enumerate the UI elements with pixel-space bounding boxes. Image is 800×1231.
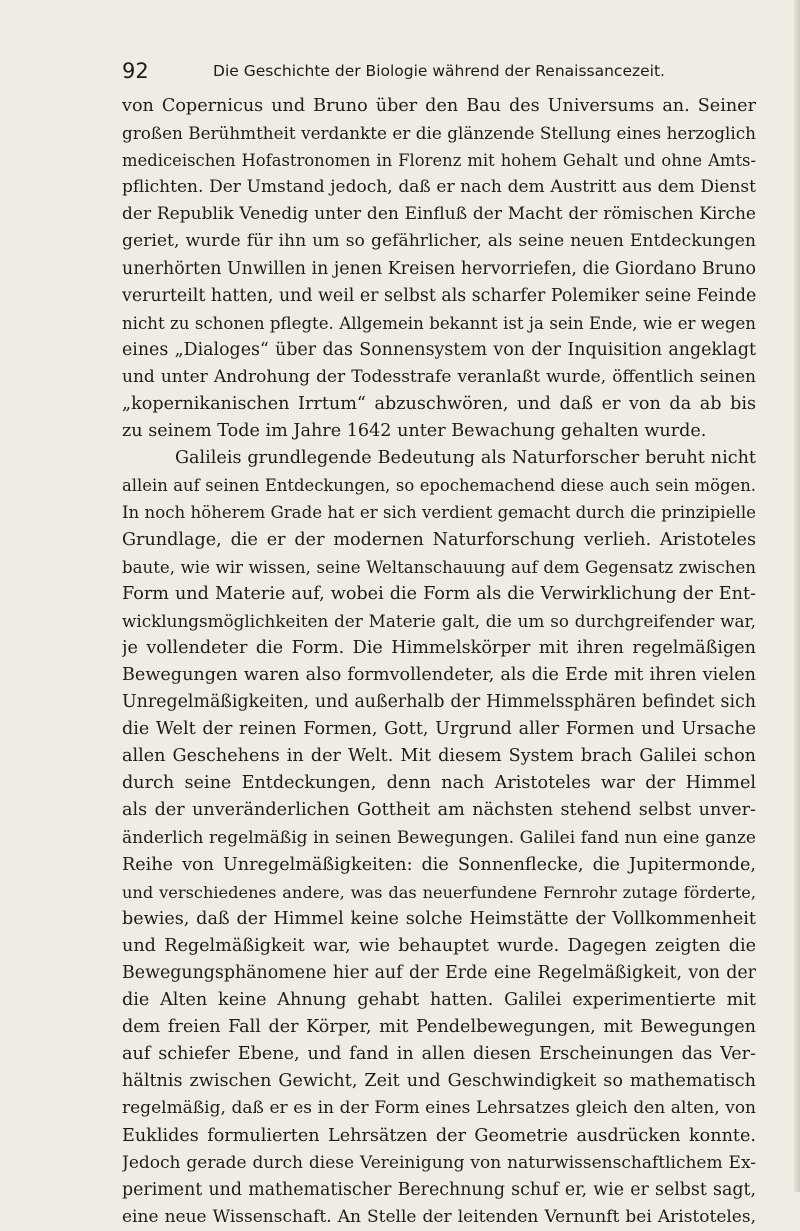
page-edge bbox=[794, 0, 800, 1192]
text-line: bewies, daß der Himmel keine solche Heimstätte der Vollkommenheit bbox=[122, 908, 756, 929]
text-line: Form und Materie auf, wobei die Form als die Verwirklichung der Ent- bbox=[122, 583, 756, 604]
text-line: die Alten keine Ahnung gehabt hatten. Galilei experimentierte mit bbox=[122, 990, 756, 1011]
text-line: der Republik Venedig unter den Einfluß der Macht der römischen Kirche bbox=[122, 204, 756, 225]
text-line: zu seinem Tode im Jahre 1642 unter Bewachung gehalten wurde. bbox=[122, 421, 707, 442]
text-line: eines „Dialoges“ über das Sonnensystem von der Inquisition angeklagt bbox=[122, 339, 756, 360]
text-line: allein auf seinen Entdeckungen, so epochemachend diese auch sein mögen. bbox=[122, 476, 756, 496]
text-line: Reihe von Unregelmäßigkeiten: die Sonnenflecke, die Jupitermonde, bbox=[122, 854, 756, 875]
text-line: allen Geschehens in der Welt. Mit diesem System brach Galilei schon bbox=[122, 746, 756, 767]
text-line: von Copernicus und Bruno über den Bau des Universums an. Seiner bbox=[122, 96, 756, 116]
running-head: Die Geschichte der Biologie während der Renaissancezeit. bbox=[213, 62, 665, 80]
text-line: Bewegungsphänomene hier auf der Erde eine Regelmäßigkeit, von der bbox=[122, 963, 756, 983]
text-line: pflichten. Der Umstand jedoch, daß er nach dem Austritt aus dem Dienst bbox=[122, 177, 756, 198]
text-line: und unter Androhung der Todesstrafe veranlaßt wurde, öffentlich seinen bbox=[122, 366, 756, 387]
body-text bbox=[122, 93, 756, 1231]
text-line: „kopernikanischen Irrtum“ abzuschwören, und daß er von da ab bis bbox=[122, 394, 756, 415]
text-line: Bewegungen waren also formvollendeter, als die Erde mit ihren vielen bbox=[122, 664, 756, 685]
text-line: eine neue Wissenschaft. An Stelle der leitenden Vernunft bei Aristoteles, bbox=[122, 1206, 756, 1227]
text-line: wicklungsmöglichkeiten der Materie galt, die um so durchgreifender war, bbox=[122, 610, 756, 631]
text-line: hältnis zwischen Gewicht, Zeit und Geschwindigkeit so mathematisch bbox=[122, 1071, 756, 1092]
text-line: regelmäßig, daß er es in der Form eines Lehrsatzes gleich den alten, von bbox=[122, 1098, 756, 1119]
text-line: großen Berühmtheit verdankte er die glänzende Stellung eines herzoglich bbox=[122, 123, 756, 144]
page-header bbox=[122, 56, 756, 86]
text-line: mediceischen Hofastronomen in Florenz mit hohem Gehalt und ohne Amts- bbox=[122, 151, 756, 171]
text-line: Unregelmäßigkeiten, und außerhalb der Himmelssphären befindet sich bbox=[122, 692, 756, 713]
text-line: periment und mathematischer Berechnung schuf er, wie er selbst sagt, bbox=[122, 1179, 756, 1200]
text-line: geriet, wurde für ihn um so gefährlicher, als seine neuen Entdeckungen bbox=[122, 231, 756, 252]
text-line: Jedoch gerade durch diese Vereinigung von naturwissenschaftlichem Ex- bbox=[122, 1152, 756, 1173]
text-line: Galileis grundlegende Bedeutung als Naturforscher beruht nicht bbox=[175, 448, 756, 469]
text-line: je vollendeter die Form. Die Himmelskörper mit ihren regelmäßigen bbox=[122, 637, 756, 658]
text-line: dem freien Fall der Körper, mit Pendelbewegungen, mit Bewegungen bbox=[122, 1017, 756, 1038]
text-line: durch seine Entdeckungen, denn nach Aristoteles war der Himmel bbox=[122, 773, 756, 794]
text-line: die Welt der reinen Formen, Gott, Urgrund aller Formen und Ursache bbox=[122, 719, 756, 740]
text-line: als der unveränderlichen Gottheit am nächsten stehend selbst unver- bbox=[122, 800, 756, 821]
text-line: verurteilt hatten, und weil er selbst als scharfer Polemiker seine Feinde bbox=[122, 285, 756, 306]
text-line: nicht zu schonen pflegte. Allgemein bekannt ist ja sein Ende, wie er wegen bbox=[122, 313, 756, 333]
page-number: 92 bbox=[122, 59, 149, 83]
text-line: baute, wie wir wissen, seine Weltanschauung auf dem Gegensatz zwischen bbox=[122, 557, 756, 577]
text-line: und verschiedenes andere, was das neuerfundene Fernrohr zutage förderte, bbox=[122, 882, 756, 902]
text-line: unerhörten Unwillen in jenen Kreisen hervorriefen, die Giordano Bruno bbox=[122, 258, 756, 279]
text-line: änderlich regelmäßig in seinen Bewegungen. Galilei fand nun eine ganze bbox=[122, 827, 756, 848]
text-line: und Regelmäßigkeit war, wie behauptet wurde. Dagegen zeigten die bbox=[122, 935, 756, 956]
text-line: Euklides formulierten Lehrsätzen der Geometrie ausdrücken konnte. bbox=[122, 1125, 756, 1146]
text-line: In noch höherem Grade hat er sich verdient gemacht durch die prinzipielle bbox=[122, 503, 756, 523]
text-line: Grundlage, die er der modernen Naturforschung verlieh. Aristoteles bbox=[122, 529, 756, 550]
text-line: auf schiefer Ebene, und fand in allen diesen Erscheinungen das Ver- bbox=[122, 1044, 756, 1065]
